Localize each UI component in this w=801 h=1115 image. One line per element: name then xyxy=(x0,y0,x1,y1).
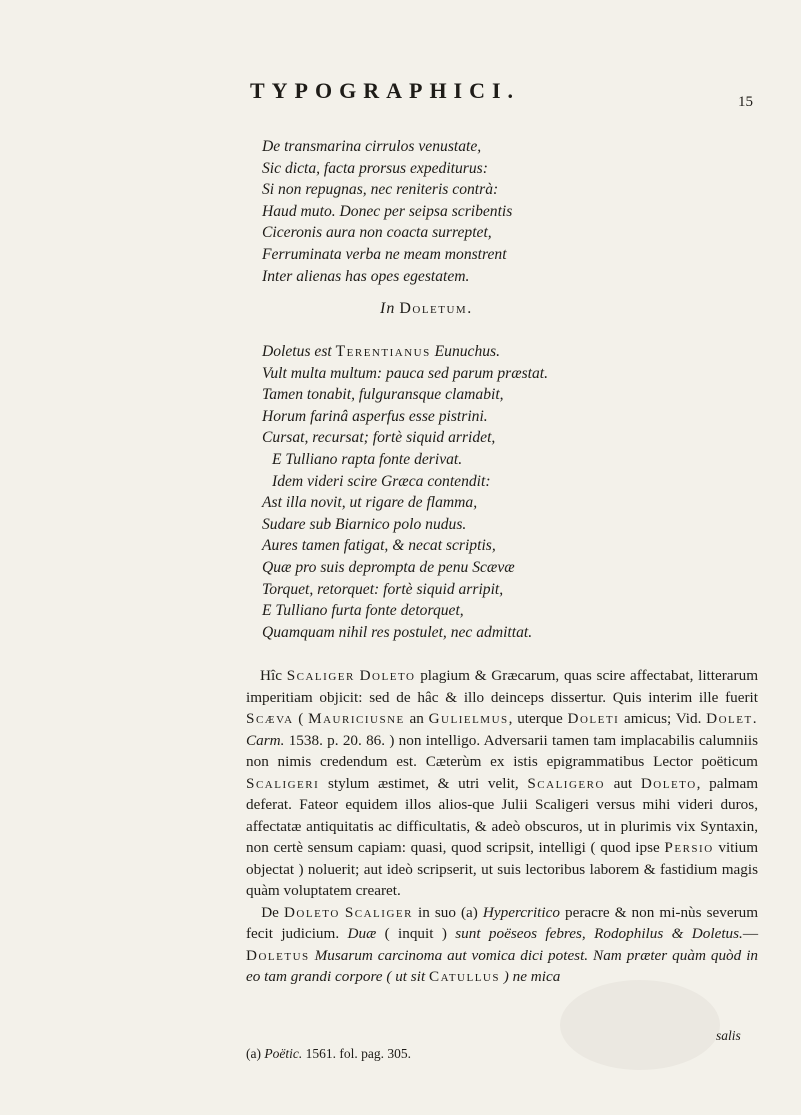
footnote-work: Poëtic. xyxy=(264,1046,303,1061)
section-heading xyxy=(380,300,473,318)
heading-prefix: In xyxy=(380,300,396,317)
name-gulielmus: Gulielmus xyxy=(428,710,509,727)
quotation: Musarum carcinoma aut vomica dici potest. Nam præter quàm quòd in eo tam grandi corpore xyxy=(246,946,759,985)
verse-line: Horum farinâ asperfus esse pistrini. xyxy=(262,407,488,425)
heading-name: Doletum. xyxy=(399,300,473,317)
name-doleti: Doleti xyxy=(567,710,620,727)
verse-line: Torquet, retorquet: fortè siquid arripit, xyxy=(262,580,504,598)
text-run: an xyxy=(409,710,424,727)
verse-fragment: Eunuchus. xyxy=(434,343,501,360)
paper-stain xyxy=(560,980,720,1070)
running-head: TYPOGRAPHICI. xyxy=(250,78,521,103)
verse-line: Aures tamen fatigat, & necat scriptis, xyxy=(262,537,496,555)
name-mauriciusne: Mauriciusne xyxy=(308,710,405,727)
poem-verse-1 xyxy=(262,136,512,287)
footnote xyxy=(246,1046,411,1062)
verse-line: Idem videri scire Græca contendit: xyxy=(272,472,491,490)
quotation: sunt poëseos febres, Rodophilus & Doletus. xyxy=(455,925,743,942)
name-scaeva: Scæva xyxy=(246,710,294,727)
text-run: 1538. p. 20. 86. ) non intelligo. Adversarii tamen tam implacabilis calumniis non nimis credendum est. Cæterùm ex istis epigrammatibus Lector poëticum xyxy=(246,731,758,770)
verse-line xyxy=(262,341,548,363)
footnote-mark: (a) xyxy=(246,1046,261,1061)
quotation: ( ut sit xyxy=(386,968,426,985)
verse-line: Si non repugnas, nec reniteris contrà: xyxy=(262,181,499,199)
footnote-ref: 1561. fol. pag. 305. xyxy=(305,1046,411,1061)
text-run: Carm. xyxy=(246,731,285,749)
text-run: stylum æstimet, & utri velit, xyxy=(327,774,519,792)
verse-line: Tamen tonabit, fulguransque clamabit, xyxy=(262,386,504,404)
name-catullus: Catullus xyxy=(428,968,500,985)
text-run: plagium & Græcarum, quas scire affectabat, litterarum imperitiam objicit: sed de hâc & illo deinceps dissertur. Quis interim ille fuerit xyxy=(246,667,759,706)
commentary-paragraph xyxy=(246,665,758,988)
name-doletus: Doletus xyxy=(246,946,310,964)
name-scaligero: Scaligero xyxy=(527,774,605,792)
poem-verse-2 xyxy=(262,341,548,643)
verse-line: Haud muto. Donec per seipsa scribentis xyxy=(262,202,513,220)
name-persio: Persio xyxy=(664,839,714,856)
text-run: Duæ xyxy=(347,925,377,942)
text-run: amicus; Vid. xyxy=(623,710,702,727)
name-scaliger: Scaliger xyxy=(286,667,355,684)
name-dolet: Dolet. xyxy=(706,710,758,727)
text-run: , palmam deferat. Fateor equidem illos alios-que Julii Scaligeri versus mihi videri duros, affectatæ antiquitatis ac difficultatis, & adeò obscuros, ut in plurimis vix Syntaxin, non certè sensum capiam: quasi, quod scripsit, intelligi ( quod ipse xyxy=(246,774,759,856)
verse-line: Ast illa novit, ut rigare de flamma, xyxy=(262,494,478,512)
text-run: peracre & non mi-nùs severum fecit judicium. xyxy=(246,903,759,942)
page-number: 15 xyxy=(738,94,753,110)
name-scaliger: Scaliger xyxy=(344,903,413,921)
text-run: aut xyxy=(613,774,633,792)
name-terentianus: Terentianus xyxy=(335,343,431,360)
quotation: ) ne mica xyxy=(503,968,561,985)
text-run: — xyxy=(742,925,759,942)
verse-fragment: Doletus est xyxy=(262,343,332,360)
verse-line: Sic dicta, facta prorsus expediturus: xyxy=(262,159,488,177)
name-doleto: Doleto xyxy=(640,774,697,792)
text-run: Hypercritico xyxy=(482,903,560,921)
catchword: salis xyxy=(716,1028,741,1043)
text-run: ( inquit ) xyxy=(384,925,447,942)
verse-line: De transmarina cirrulos venustate, xyxy=(262,138,482,155)
verse-line: Cursat, recursat; fortè siquid arridet, xyxy=(262,429,496,447)
text-run: ( xyxy=(298,710,304,727)
verse-line: Quamquam nihil res postulet, nec admittat. xyxy=(262,623,533,641)
name-doleto: Doleto xyxy=(283,903,340,921)
verse-line: Inter alienas has opes egestatem. xyxy=(262,267,470,285)
text-run: Hîc xyxy=(260,667,282,684)
name-doleto: Doleto xyxy=(359,667,416,684)
verse-line: Vult multa multum: pauca sed parum præstat. xyxy=(262,364,549,382)
text-run: in suo xyxy=(418,903,456,921)
verse-line: E Tulliano rapta fonte derivat. xyxy=(272,450,463,468)
verse-line: Sudare sub Biarnico polo nudus. xyxy=(262,515,467,533)
footnote-marker: (a) xyxy=(461,903,478,921)
verse-line: E Tulliano furta fonte detorquet, xyxy=(262,602,464,620)
text-run: , uterque xyxy=(508,710,563,727)
text-run: De xyxy=(261,903,279,921)
text-run: vitium objectat ) noluerit; aut ideò scripserit, ut suis lectoribus laborem & fastidium magis quàm voluptatem crearet. xyxy=(246,839,759,899)
name-scaligeri: Scaligeri xyxy=(246,774,320,792)
verse-line: Ferruminata verba ne meam monstrent xyxy=(262,245,507,263)
verse-line: Ciceronis aura non coacta surreptet, xyxy=(262,224,492,242)
verse-line: Quæ pro suis deprompta de penu Scævæ xyxy=(262,558,515,576)
